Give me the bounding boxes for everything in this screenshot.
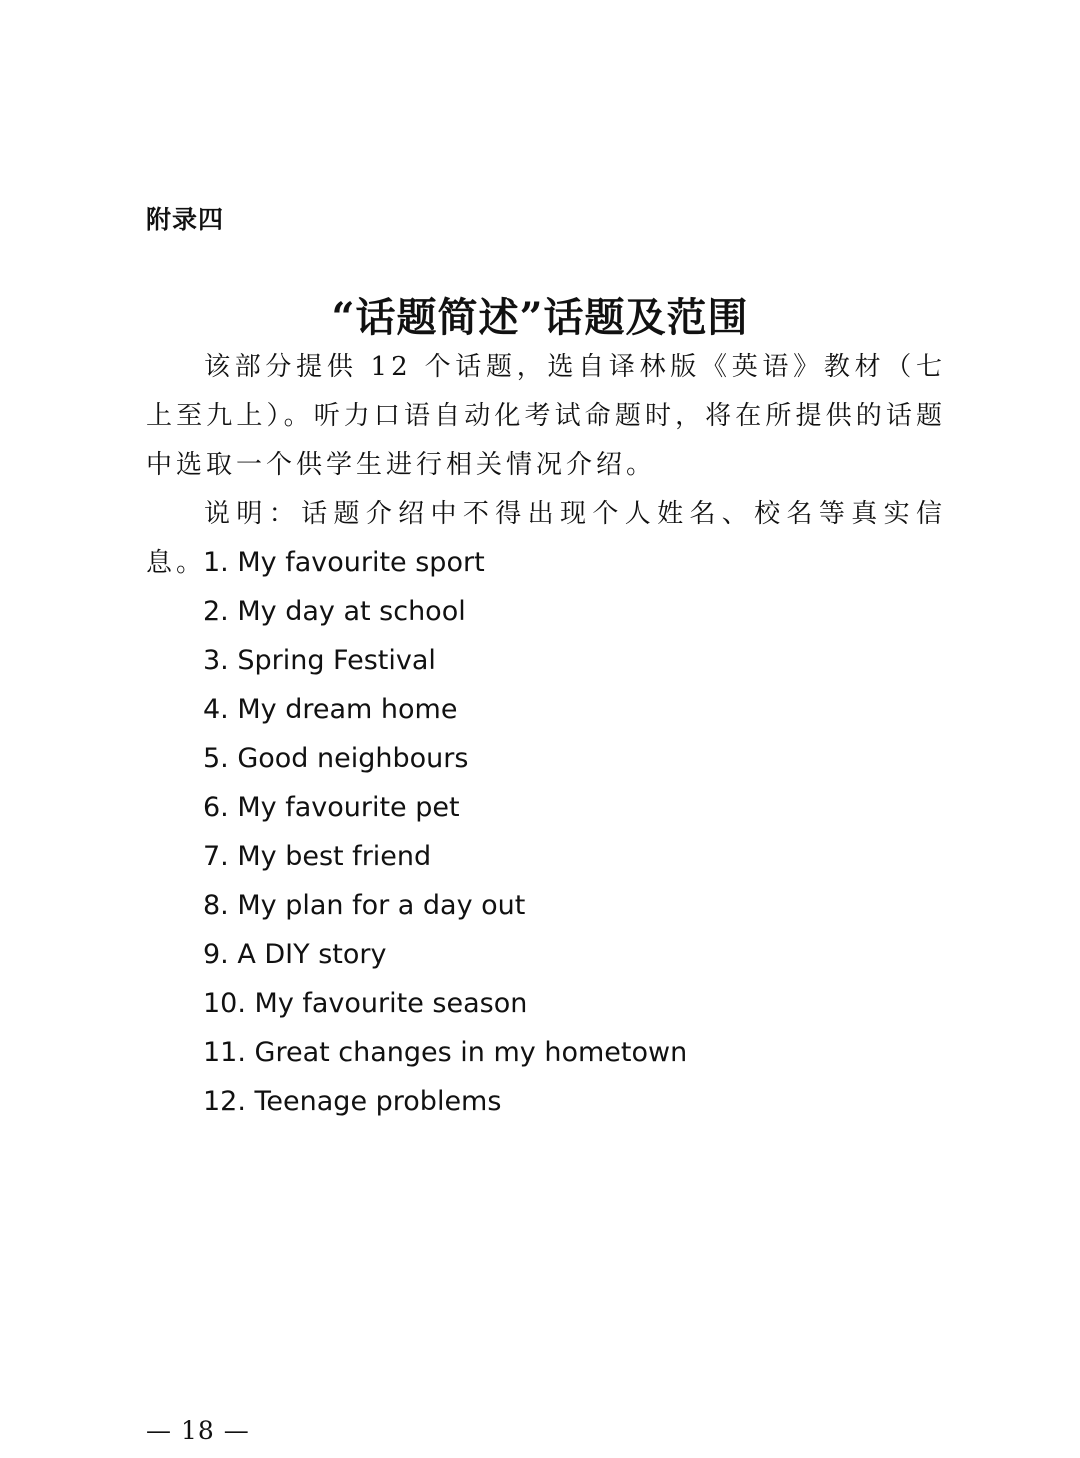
- topic-item: 2. My day at school: [203, 596, 466, 627]
- intro-paragraph: 该部分提供 12 个话题，选自译林版《英语》教材（七上至九上）。听力口语自动化考试命题时，将在所提供的话题中选取一个供学生进行相关情况介绍。: [146, 352, 946, 480]
- page-title: “话题简述”话题及范围: [331, 294, 749, 341]
- note-paragraph: 说明：话题介绍中不得出现个人姓名、校名等真实信息。: [146, 499, 946, 578]
- topic-item: 11. Great changes in my hometown: [203, 1037, 688, 1068]
- topic-item: 8. My plan for a day out: [203, 890, 526, 921]
- topic-item: 1. My favourite sport: [203, 547, 485, 578]
- topic-item: 7. My best friend: [203, 841, 432, 872]
- topic-list: [203, 538, 687, 1126]
- topic-item: 4. My dream home: [203, 694, 458, 725]
- topic-item: 9. A DIY story: [203, 939, 387, 970]
- topic-item: 3. Spring Festival: [203, 645, 436, 676]
- topic-item: 10. My favourite season: [203, 988, 528, 1019]
- page-number: — 18 —: [146, 1416, 250, 1445]
- topic-item: 5. Good neighbours: [203, 743, 469, 774]
- topic-item: 6. My favourite pet: [203, 792, 460, 823]
- appendix-label: 附录四: [146, 205, 225, 234]
- topic-item: 12. Teenage problems: [203, 1086, 502, 1117]
